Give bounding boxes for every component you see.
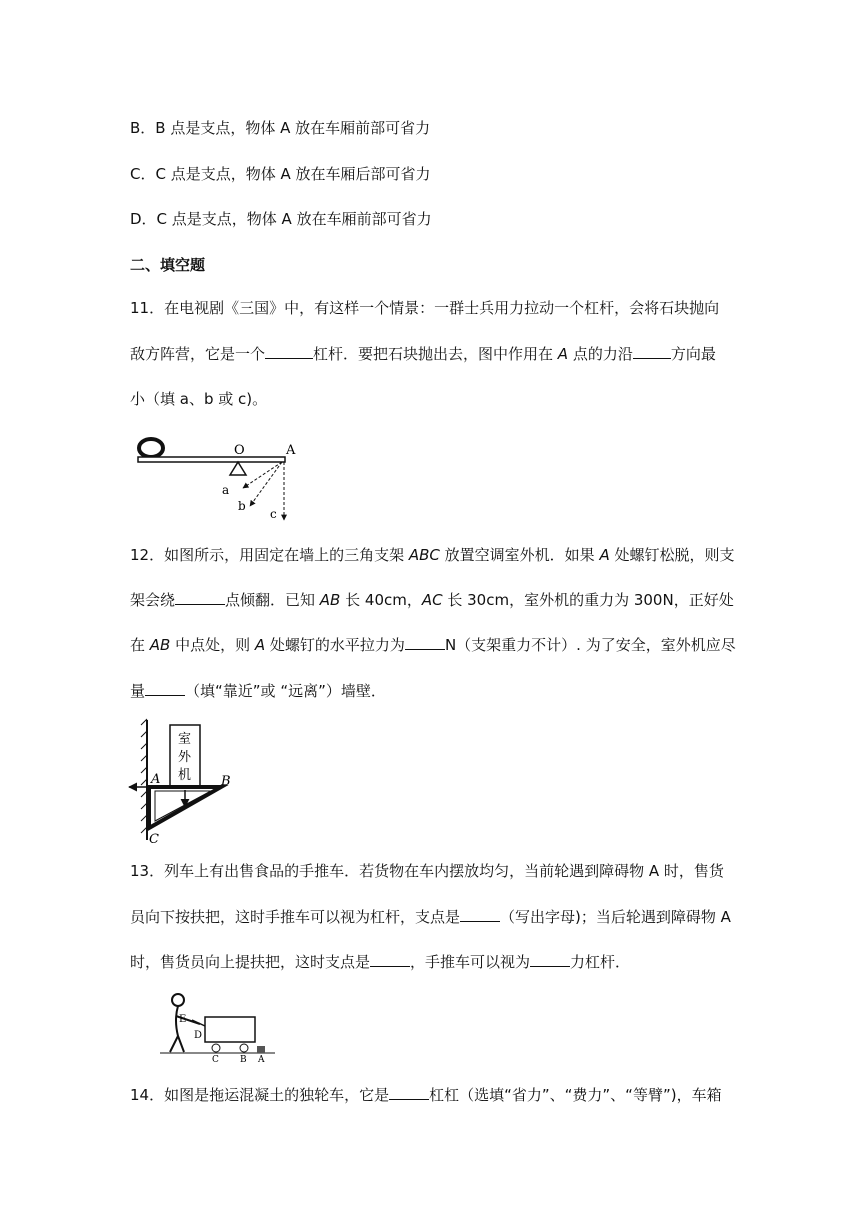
label-c: C [149,832,159,847]
q11-line1: 11．在电视剧《三国》中，有这样一个情景：一群士兵用力拉动一个杠杆，会将石块抛向 [130,299,720,317]
q12-t11: N（支架重力不计）. 为了安全，室外机应尽 [444,636,736,654]
q12-var-ac: AC [421,591,443,609]
option-c: C．C 点是支点，物体 A 放在车厢后部可省力 [130,165,431,183]
q12-t12: 量 [130,682,146,700]
rear-wheel [212,1044,220,1052]
q12-line2 [130,590,734,610]
q12-t8: 在 [130,636,150,654]
cart-body [205,1017,255,1042]
label-c: C [212,1055,219,1065]
q11-var-a: A [557,345,569,363]
q11-line2 [130,344,716,364]
q11-text-a: 敌方阵营，它是一个 [130,345,266,363]
label-o: O [234,443,245,458]
q12-var-ab2: AB [149,636,171,654]
unit-char-1: 室 [178,732,192,747]
label-arrow-c: c [270,507,277,521]
q13-t5: 力杠杆． [570,953,631,971]
arrow-b [250,462,282,506]
q12-t5: 点倾翻．已知 [225,591,320,609]
q13-t3: 时，售货员向上提扶把，这时支点是 [130,953,371,971]
fulcrum-icon [230,462,246,475]
label-arrow-b: b [238,499,246,513]
q12-t13: （填“靠近”或 “远离”）墙壁． [185,682,386,700]
q11-text-e: 方向最 [670,345,716,363]
q13-t1: 员向下按扶把，这时手推车可以视为杠杆，支点是 [130,908,461,926]
q12-blank-3[interactable] [145,681,185,696]
stone-icon [139,439,163,457]
q12-t3: 处螺钉松脱，则支 [609,546,735,564]
option-d: D．C 点是支点，物体 A 放在车厢前部可省力 [130,210,432,228]
person-body [170,1006,203,1052]
q12-t1: 12．如图所示，用固定在墙上的三角支架 [130,546,409,564]
q12-t4: 架会绕 [130,591,176,609]
q12-t9: 中点处，则 [170,636,255,654]
q12-t7: 长 30cm，室外机的重力为 300N，正好处 [442,591,734,609]
q12-blank-2[interactable] [405,635,445,650]
label-arrow-a: a [222,483,230,497]
q12-var-ab: AB [319,591,341,609]
q13-cart-figure [150,990,280,1065]
q14-t1: 14．如图是拖运混凝土的独轮车，它是 [130,1086,390,1104]
q11-text-b: 杠杆．要把石块抛出去，图中作用在 [313,345,558,363]
q11-line3: 小（填 a、b 或 c)。 [130,390,268,408]
q13-t4: ，手推车可以视为 [410,953,531,971]
label-b: B [221,774,231,789]
q14-blank-1[interactable] [389,1085,429,1100]
q13-blank-3[interactable] [530,952,570,967]
q12-blank-1[interactable] [175,590,225,605]
front-wheel [240,1044,248,1052]
q12-bracket-figure [125,715,235,845]
head [172,994,184,1006]
unit-char-3: 机 [178,768,192,783]
q14-line1 [130,1085,722,1105]
q12-line4 [130,681,386,701]
q12-t10: 处螺钉的水平拉力为 [265,636,405,654]
q13-line3 [130,952,630,972]
label-a: A [151,772,161,787]
label-a: A [258,1055,265,1065]
q11-text-d: 点的力沿 [568,345,633,363]
arrow-a [243,462,282,488]
lever-bar [138,457,285,462]
section-title: 二、填空题 [130,256,206,274]
q12-var-abc: ABC [408,546,440,564]
q13-line2 [130,907,731,927]
q13-blank-1[interactable] [460,907,500,922]
triangle-inner [155,791,211,821]
label-a: A [286,443,296,458]
obstacle-a [257,1046,265,1053]
label-b: B [240,1055,247,1065]
q11-blank-2[interactable] [633,344,671,359]
label-e: E [179,1014,187,1025]
q12-line3 [130,635,736,655]
q12-var-a2: A [254,636,266,654]
q12-line1 [130,545,734,565]
option-b: B．B 点是支点，物体 A 放在车厢前部可省力 [130,119,431,137]
q11-lever-figure [130,430,310,525]
q12-t2: 放置空调室外机．如果 [439,546,600,564]
q12-t6: 长 40cm， [340,591,422,609]
q12-var-a: A [599,546,610,564]
label-d: D [194,1030,203,1041]
unit-char-2: 外 [178,750,192,765]
q11-blank-1[interactable] [265,344,313,359]
q14-t2: 杠杠（选填“省力”、“费力”、“等臂”)，车箱 [429,1086,722,1104]
q13-blank-2[interactable] [370,952,410,967]
q13-line1: 13．列车上有出售食品的手推车．若货物在车内摆放均匀，当前轮遇到障碍物 A 时，售货 [130,862,724,880]
q13-t2: （写出字母)；当后轮遇到障碍物 A [500,908,731,926]
